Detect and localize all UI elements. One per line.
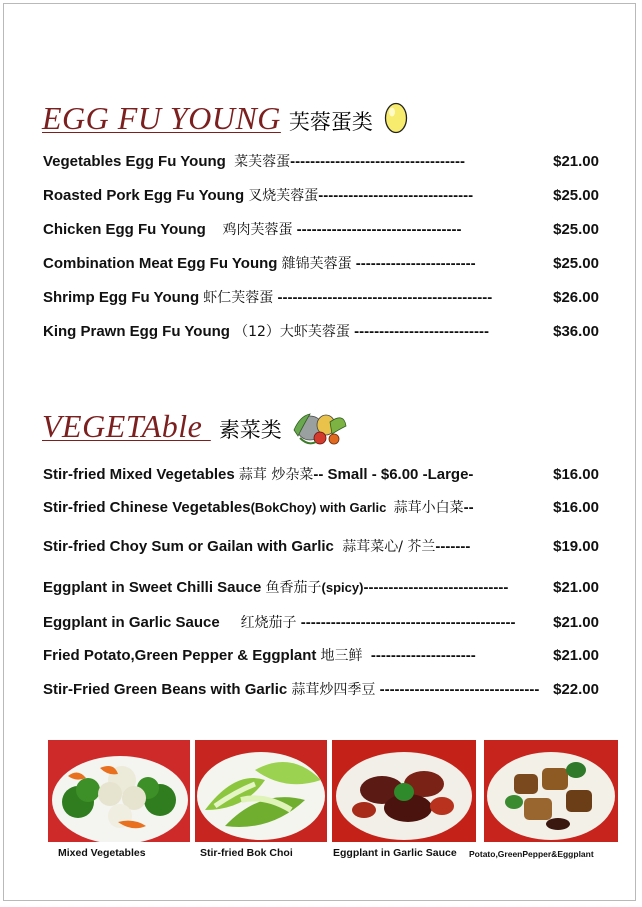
item-name: King Prawn Egg Fu Young xyxy=(43,323,235,340)
menu-item-row xyxy=(43,498,599,518)
menu-item-row xyxy=(43,613,599,633)
item-name: Stir-fried Choy Sum or Gailan with Garlic xyxy=(43,538,343,555)
potato-pepper-eggplant-photo xyxy=(484,740,618,842)
item-name-cn: （12）大虾芙蓉蛋 xyxy=(234,324,350,340)
item-name-cn: 雜锦芙蓉蛋 xyxy=(281,256,352,272)
item-name-note: (BokChoy) with Garlic xyxy=(250,500,394,515)
egg-icon xyxy=(383,101,411,137)
mixed-vegetables-photo xyxy=(48,740,190,842)
item-gap xyxy=(206,221,223,238)
leader-dashes: ----------------------------- xyxy=(363,579,509,596)
vegetable-heading xyxy=(42,408,350,448)
item-name-cn: 蒜茸小白菜 xyxy=(393,500,464,516)
menu-item-row xyxy=(43,220,599,240)
menu-item-row xyxy=(43,465,599,485)
leader-dashes: ------------------------------------------- xyxy=(277,289,493,306)
item-name: Combination Meat Egg Fu Young xyxy=(43,255,282,272)
menu-item-row xyxy=(43,254,599,274)
item-name: Roasted Pork Egg Fu Young xyxy=(43,187,249,204)
vegetables-basket-icon xyxy=(286,408,350,448)
menu-item-row xyxy=(43,152,599,172)
item-price: $26.00 xyxy=(553,289,599,306)
item-price: $22.00 xyxy=(553,681,599,698)
item-name: Fried Potato,Green Pepper & Eggplant xyxy=(43,647,321,664)
leader-dashes: -------------------------------- xyxy=(375,681,540,698)
section-title-cn: 素菜类 xyxy=(218,418,282,442)
section-title-cn: 芙蓉蛋类 xyxy=(288,110,373,134)
item-name-cn: 虾仁芙蓉蛋 xyxy=(203,290,274,306)
item-name-note: (spicy) xyxy=(321,580,364,595)
leader-dashes: ------------------------ xyxy=(355,255,476,272)
item-name: Stir-fried Chinese Vegetables xyxy=(43,499,251,516)
photo-caption: Potato,GreenPepper&Eggplant xyxy=(469,849,594,859)
egg-fu-young-heading xyxy=(42,100,411,137)
item-price: $21.00 xyxy=(553,647,599,664)
item-name-cn: 菜芙蓉蛋 xyxy=(234,154,291,170)
section-title-en: VEGETAble xyxy=(42,408,211,444)
item-name-cn: 蒜茸菜心/ 芥兰 xyxy=(342,539,436,555)
leader-dashes: --------------------------------- xyxy=(296,221,462,238)
item-name: Eggplant in Garlic Sauce xyxy=(43,614,241,631)
item-price: $25.00 xyxy=(553,187,599,204)
photo-caption: Eggplant in Garlic Sauce xyxy=(333,847,457,859)
item-name-cn: 蒜茸炒四季豆 xyxy=(291,682,376,698)
item-name-cn: 蒜茸 炒杂菜 xyxy=(238,467,314,483)
leader-dashes: --------------------------- xyxy=(354,323,489,340)
menu-item-row xyxy=(43,578,599,598)
item-name: Shrimp Egg Fu Young xyxy=(43,289,204,306)
photo-caption: Mixed Vegetables xyxy=(58,847,146,859)
photo-caption: Stir-fried Bok Choi xyxy=(200,847,293,859)
item-name-cn: 红烧茄子 xyxy=(240,615,297,631)
item-price: $16.00 xyxy=(553,499,599,516)
leader-dashes: -- xyxy=(463,499,474,516)
item-name: Chicken Egg Fu Young xyxy=(43,221,206,238)
item-name: Stir-Fried Green Beans with Garlic xyxy=(43,681,292,698)
item-name-cn: 鸡肉芙蓉蛋 xyxy=(222,222,293,238)
bok-choi-photo xyxy=(195,740,327,842)
item-name: Stir-fried Mixed Vegetables xyxy=(43,466,239,483)
leader-dashes: ------------------------------------------- xyxy=(296,614,516,631)
item-price: $25.00 xyxy=(553,255,599,272)
leader-dashes: ----------------------------------- xyxy=(290,153,465,170)
menu-item-row xyxy=(43,288,599,308)
item-gap xyxy=(226,153,234,170)
menu-item-row xyxy=(43,537,599,557)
item-price: $21.00 xyxy=(553,614,599,631)
item-price: $25.00 xyxy=(553,221,599,238)
eggplant-garlic-sauce-photo xyxy=(332,740,476,842)
item-price: $19.00 xyxy=(553,538,599,555)
leader-dashes: ------- xyxy=(435,538,471,555)
menu-item-row xyxy=(43,186,599,206)
item-price: $21.00 xyxy=(553,153,599,170)
item-name-cn: 地三鲜 xyxy=(320,648,363,664)
item-price: $21.00 xyxy=(553,579,599,596)
item-price: $16.00 xyxy=(553,466,599,483)
item-name-cn: 叉烧芙蓉蛋 xyxy=(248,188,319,204)
leader-dashes: --------------------- xyxy=(362,647,476,664)
item-name: Eggplant in Sweet Chilli Sauce xyxy=(43,579,266,596)
section-title-en: EGG FU YOUNG xyxy=(42,100,281,136)
item-name-cn: 鱼香茄子 xyxy=(265,580,322,596)
item-size-prices: -- Small - $6.00 -Large- xyxy=(313,466,474,483)
item-name: Vegetables Egg Fu Young xyxy=(43,153,226,170)
item-price: $36.00 xyxy=(553,323,599,340)
menu-item-row xyxy=(43,322,599,342)
menu-item-row xyxy=(43,646,599,666)
menu-item-row xyxy=(43,680,599,700)
leader-dashes: ------------------------------- xyxy=(318,187,474,204)
